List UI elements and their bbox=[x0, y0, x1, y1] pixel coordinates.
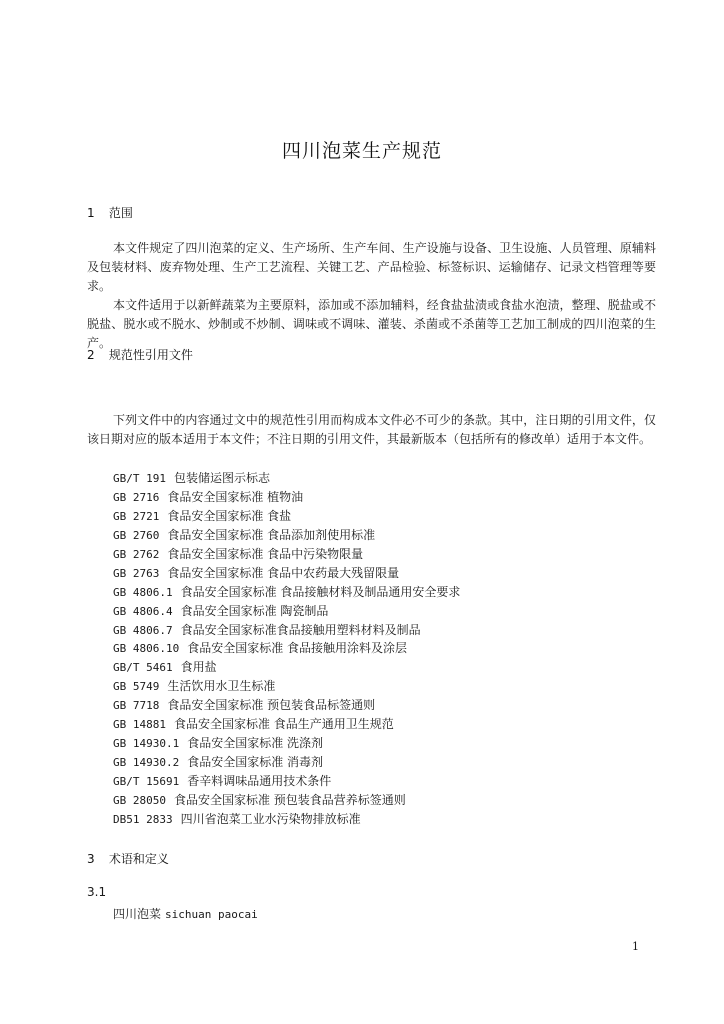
reference-code: GB 14930.2 bbox=[113, 756, 180, 770]
references-intro: 下列文件中的内容通过文中的规范性引用而构成本文件必不可少的条款。其中，注日期的引用文件，仅该日期对应的版本适用于本文件；不注日期的引用文件，其最新版本（包括所有的修改单）适用于本文件。 bbox=[87, 413, 656, 446]
scope-paragraph-1: 本文件规定了四川泡菜的定义、生产场所、生产车间、生产设施与设备、卫生设施、人员管理、原辅料及包装材料、废弃物处理、生产工艺流程、关键工艺、产品检验、标签标识、运输储存、记录文档管理等要求。 bbox=[87, 241, 656, 293]
reference-name: 食品安全国家标准 食品接触用涂料及涂层 bbox=[187, 641, 408, 656]
reference-code: GB 4806.1 bbox=[113, 585, 173, 599]
reference-code: GB 4806.7 bbox=[113, 623, 173, 637]
term-entry bbox=[113, 905, 258, 922]
reference-code: GB 2762 bbox=[113, 547, 160, 561]
reference-name: 食品安全国家标准 食品中污染物限量 bbox=[167, 546, 364, 561]
document-title: 四川泡菜生产规范 bbox=[281, 140, 442, 162]
reference-name: 生活饮用水卫生标准 bbox=[167, 679, 276, 694]
section-title: 范围 bbox=[108, 206, 133, 220]
term-english: sichuan paocai bbox=[165, 908, 258, 921]
section-number: 3 bbox=[87, 852, 95, 866]
reference-name: 食品安全国家标准 食盐 bbox=[167, 508, 292, 523]
reference-name: 食品安全国家标准 食品添加剂使用标准 bbox=[167, 527, 376, 542]
reference-item bbox=[113, 469, 460, 488]
reference-item bbox=[113, 602, 460, 621]
reference-item bbox=[113, 488, 460, 507]
section-3-heading bbox=[87, 850, 169, 867]
reference-name: 食品安全国家标准 预包装食品标签通则 bbox=[167, 698, 376, 713]
reference-item bbox=[113, 545, 460, 564]
reference-item bbox=[113, 734, 460, 753]
section-1-heading bbox=[87, 204, 133, 221]
reference-item bbox=[113, 810, 460, 829]
reference-item bbox=[113, 753, 460, 772]
section-title: 规范性引用文件 bbox=[108, 348, 193, 362]
reference-code: GB 14930.1 bbox=[113, 737, 180, 751]
reference-code: GB 14881 bbox=[113, 718, 166, 732]
term-chinese: 四川泡菜 bbox=[113, 907, 162, 921]
reference-code: GB 2721 bbox=[113, 509, 160, 523]
reference-name: 食品安全国家标准 陶瓷制品 bbox=[180, 603, 329, 618]
reference-item bbox=[113, 772, 460, 791]
reference-name: 食品安全国家标准 消毒剂 bbox=[187, 755, 324, 770]
reference-code: GB 4806.10 bbox=[113, 642, 180, 656]
section-title: 术语和定义 bbox=[108, 852, 169, 866]
reference-item bbox=[113, 564, 460, 583]
section-number: 2 bbox=[87, 348, 95, 362]
page-number: 1 bbox=[632, 940, 639, 953]
reference-item bbox=[113, 639, 460, 658]
term-number: 3.1 bbox=[87, 885, 107, 899]
reference-code: GB 7718 bbox=[113, 699, 160, 713]
reference-name: 食品安全国家标准 预包装食品营养标签通则 bbox=[173, 792, 406, 807]
reference-code: GB 2716 bbox=[113, 490, 160, 504]
reference-code: DB51 2833 bbox=[113, 812, 173, 826]
reference-name: 食品安全国家标准 食品接触材料及制品通用安全要求 bbox=[180, 584, 461, 599]
reference-name: 食用盐 bbox=[180, 660, 217, 675]
reference-name: 食品安全国家标准 植物油 bbox=[167, 489, 304, 504]
reference-code: GB 2763 bbox=[113, 566, 160, 580]
reference-item bbox=[113, 621, 460, 640]
reference-name: 食品安全国家标准食品接触用塑料材料及制品 bbox=[180, 622, 421, 637]
section-number: 1 bbox=[87, 206, 95, 220]
scope-paragraph-2: 本文件适用于以新鲜蔬菜为主要原料，添加或不添加辅料，经食盐盐渍或食盐水泡渍，整理、脱盐或不脱盐、脱水或不脱水、炒制或不炒制、调味或不调味、灌装、杀菌或不杀菌等工艺加工制成的四川泡菜的生产。 bbox=[87, 298, 656, 350]
reference-name: 四川省泡菜工业水污染物排放标准 bbox=[180, 811, 361, 826]
reference-item bbox=[113, 791, 460, 810]
reference-code: GB 28050 bbox=[113, 793, 166, 807]
reference-item bbox=[113, 507, 460, 526]
reference-code: GB 2760 bbox=[113, 528, 160, 542]
reference-code: GB 5749 bbox=[113, 680, 160, 694]
reference-item bbox=[113, 658, 460, 677]
section-2-heading bbox=[87, 346, 193, 363]
reference-name: 香辛料调味品通用技术条件 bbox=[187, 774, 332, 788]
reference-code: GB/T 15691 bbox=[113, 775, 180, 788]
reference-item bbox=[113, 526, 460, 545]
reference-name: 食品安全国家标准 食品中农药最大残留限量 bbox=[167, 565, 400, 580]
reference-list bbox=[113, 469, 460, 829]
reference-item bbox=[113, 677, 460, 696]
reference-code: GB 4806.4 bbox=[113, 604, 173, 618]
reference-item bbox=[113, 583, 460, 602]
reference-item bbox=[113, 696, 460, 715]
reference-item bbox=[113, 715, 460, 734]
reference-name: 包装储运图示标志 bbox=[173, 471, 270, 485]
reference-code: GB/T 5461 bbox=[113, 661, 173, 675]
reference-name: 食品安全国家标准 食品生产通用卫生规范 bbox=[173, 717, 394, 732]
reference-code: GB/T 191 bbox=[113, 472, 166, 485]
reference-name: 食品安全国家标准 洗涤剂 bbox=[187, 736, 324, 751]
